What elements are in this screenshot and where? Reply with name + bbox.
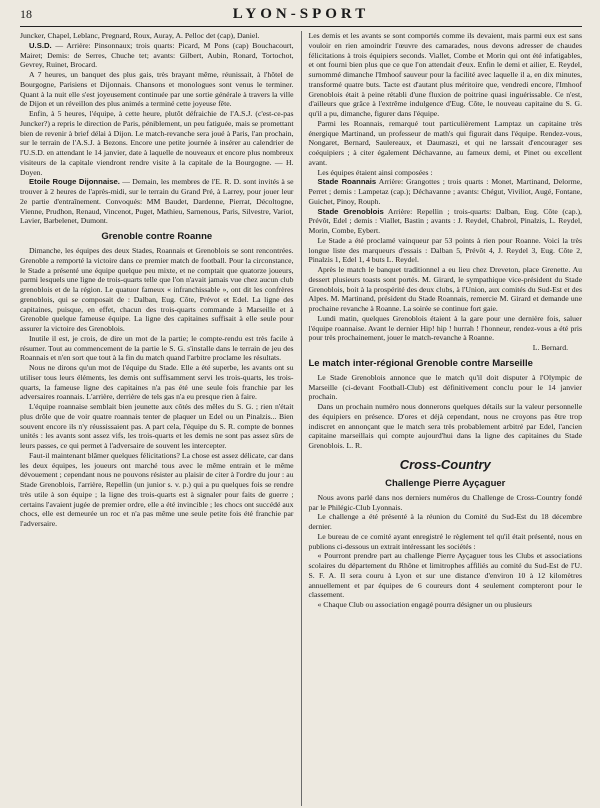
paragraph: Après le match le banquet traditionnel a eu lieu chez Dreveton, place Grenette. Au dessert plusieurs toasts sont portés. M. Girard, le sympathique vice-président du Stade Grenoblois, boit à la prospérité des deux clubs, à l'Union, aux comités du Sud-Est et des Alpes. M. Martinand, président du Stade Roannais, remercie M. Girard et demande une prochaine revanche à Roanne. La soirée se continue fort gaie. — [308, 265, 582, 313]
signature: L. R. — [346, 441, 363, 450]
paragraph: Nous ne dirons qu'un mot de l'équipe du Stade. Elle a été superbe, les avants ont su utiliser tous leurs éléments, les demis ont suffisamment servi les trois-quarts, les trois-quarts, la fameuse ligne des capitaines n'a pas été une seule fois franchie par les adversaires roannais. L'arrière, derrière de tels gas n'a eu presque rien à faire. — [20, 363, 294, 402]
signature: L. Bernard. — [532, 343, 568, 352]
paragraph: Les demis et les avants se sont comportés comme ils devaient, mais parmi eux est sans vouloir en rien amoindrir l'œuvre des camarades, nous devons adresser de chaudes félicitations à trois équipiers seconds. Viallet, Combe et Morin qui ont été infatigables, et ont fourni bien plus que ce que l'on attendait d'eux. Enfin le demi et ailier, E. Reydel, surnommé dimanche l'Imhoof sauveur pour la facilité avec laquelle il a, en dix minutes, transformé quatre buts. Tacte est d'autant plus méritoire que, vendredi encore, l'Imhoof Grenoblois était à peine rétabli d'une fluxion de poitrine quasi inguérissable. Ce n'est, d'ailleurs que grâce à l'extrême indulgence d'Eug. Côte, le nouveau capitaine du S. G. qu'il a pu, dimanche, figurer dans l'équipe. — [308, 31, 582, 118]
paragraph: Les équipes étaient ainsi composées : — [317, 167, 433, 177]
paragraph: Le bureau de ce comité ayant enregistré le règlement tel qu'il était présenté, nous en publions ci-dessous un extrait intéressant les sociétés : — [308, 531, 582, 551]
paragraph-text: — Demain, les membres de l'E. R. D. sont invités à se trouver à 2 heures de l'après-midi, sur le terrain du Grand Pré, à Larrey, pour jouer leur 2e partie d'entraînement. Convoqués: MM Baudet, Dardenne, Pierrat, Décoltogne, Vienne, Prudhon, Renaud, Vincenot, Puget, Mathieu, Sarnenous, Paris, Silvestre, Variot, Lavier, Barbelenet, Dumont. — [20, 177, 294, 226]
paragraph: Le Stade Grenoblois annonce que le match qu'il doit disputer à l'Olympic de Marseille (ci-devant Football-Club) est définitivement conclu pour le 14 janvier prochain. — [308, 372, 582, 402]
paragraph: « Chaque Club ou association engagé pourra désigner un ou plusieurs — [317, 600, 532, 609]
club-lead: U.S.D. — [29, 40, 52, 50]
team-lead: Stade Grenoblois — [317, 206, 384, 216]
paragraph: Dimanche, les équipes des deux Stades, Roannais et Grenoblois se sont rencontrées. Grenoble a remporté la victoire dans ce premier match de football. Pour la circonstance, le Stade a présenté une équipe quelque peu mixte, et ne comptait que quatorze joueurs, parmi lesquels une ligne de trois-quarts telle que l'on n'avait jamais vue chez aucun club grenoblois et de la région. Le quatuor fameux « infranchissable », ont dit les confrères grenoblois, qui se composait de : Dalban, Eug. Côte, Prévot et Edel. La ligne des capitaines, puisque, en effet, chacun des trois-quarts commande à Marseille et à Grenoble quelque fameuse équipe. La ligne des capitaines suffisait à elle seule pour assurer la victoire des Grenoblois. — [20, 246, 294, 333]
paragraph: Parmi les Roannais, remarqué tout particulièrement Lamptaz un capitaine très énergique Martinand, un professeur de math's qui figurait dans l'équipe. Rendez-vous, Nongaret, Bernard, Saulereaux, et Daumaszi, et qui ne larssait d'encourager ses coéquipiers ; à citer également Déchavanne, au fameux demi, et Pinet ou excellent avant. — [308, 118, 582, 167]
paragraph: « Pourront prendre part au challenge Pierre Ayçaguer tous les Clubs et associations scolaires du département du Rhône et limitrophes affiliés au comité du Sud-Est de l'U. S. F. A. Il sera couru à Lyon et sur une distance d'environ 10 à 12 kilomètres annuellement et par équipes de 6 coureurs dont 4 seulement compteront pour le classement. — [308, 551, 582, 600]
paragraph-text: Dans un prochain numéro nous donnerons quelques détails sur la valeur personnelle des équipiers en présence. D'ores et déjà cependant, nous ne croyons pas être trop indiscret en annonçant que le match sera très probablement arbitré par Edel, l'ancien capitaine marseillais qui compte aujourd'hui dans la ligne des capitaines du Stade Grenoblois. — [308, 402, 582, 450]
left-column — [20, 31, 301, 806]
right-column — [301, 31, 583, 806]
paragraph: Juncker, Chapel, Leblanc, Pregnard, Roux, Auray, A. Pelloc det (cap), Daniel. — [20, 31, 260, 40]
paragraph — [309, 177, 583, 206]
team-lead: Stade Roannais — [317, 177, 377, 187]
masthead — [20, 6, 582, 27]
columns — [20, 31, 582, 806]
section-heading-cross-country: Cross-Country — [399, 456, 491, 472]
paragraph: Lundi matin, quelques Grenoblois étaient à la gare pour une dernière fois, saluer l'équipe roannaise. Avant le dernier Hip! hip ! hurrah ! l'honneur, rendez-vous a été pris pour très prochainement, jouer le match-revanche à Roanne. — [308, 313, 582, 343]
paragraph — [309, 402, 583, 451]
paragraph: Le Stade a été proclamé vainqueur par 53 points à rien pour Roanne. Voici la très longue liste des marqueurs d'essais : Dalban 5, Prévôt 4, J. Reydel 3, Eug. Côte 2, Pinalzis 1, Edel 1, 4 buts L. Reydel. — [308, 235, 582, 265]
paragraph: Nous avons parlé dans nos derniers numéros du Challenge de Cross-Country fondé par le Philégic-Club Lyonnais. — [308, 492, 582, 512]
section-heading-roanne: Grenoble contre Roanne — [101, 231, 213, 242]
paragraph — [309, 207, 583, 236]
paragraph: A 7 heures, un banquet des plus gais, très brayant même, réunissait, à l'hôtel de Bourgogne, Parisiens et Dijonnais. Chansons et monologues sont venus le terminer. Quant à la nuit elle s'est joyeusement continuée par une sortie générale à travers la ville de Dijon et un réveillon des plus animés a terminé cette joyeuse fête. — [20, 70, 294, 109]
paragraph: Faut-il maintenant blâmer quelques félicitations? La chose est assez délicate, car dans les deux équipes, les joueurs ont marché tous avec le même entrain et le même dévouement ; cependant nous ne pouvons résister au plaisir de citer à l'ordre du jour : au Stade Grenoblois, l'arrière, Repellin (un junior s. v. p.) qui a pu quelques fois se rendre très utile à son équipe ; la ligne des trois-quarts est à signaler pour faits de guerre ; certains l'avaient jugée de premier ordre, elle a été invincible ; les chocs ont succédé aux chocs, elle est demeurée un roc et n'a pas même une seule petite fois été franchie par l'adversaire. — [20, 450, 294, 528]
paragraph: L'équipe roannaise semblait bien jeunette aux côtés des mêles du S. G. ; rien n'était plus drôle que de voir quatre roannais tenter de plaquer un Edel ou un Pinalzis... Bien souvent encore ils n'y réussissaient pas. A part cela, l'équipe du S. R. compte de bonnes unités : les avants sont assez vifs, les trois-quarts et les demis ne sont pas assez sûrs de leurs passes, ce qui permet à l'adversaire de souvent les intercepter. — [20, 402, 294, 450]
newspaper-title: LYON-SPORT — [232, 6, 370, 22]
paragraph-text: Arrière: Grangottes ; trois quarts : Monet, Martinand, Delorme, Perret ; demis : Lampetaz (cap.); Déchavanne ; avants: Chégut, Viviliot, Augé, Fontane, Guichet, Pinoy, Rouph. — [308, 177, 582, 206]
section-heading-marseille: Le match inter-régional Grenoble contre Marseille — [308, 357, 533, 369]
paragraph — [20, 41, 294, 70]
paragraph-text: — Arrière: Pinsonnaux; trois quarts: Picard, M Pons (cap) Bouchacourt, Mairet; Demis: de Serres, Chuche tet; avants: Gilbert, Aubin, Ronard, Tortochot, Gevrey, Ruinet, Brocard. — [20, 40, 294, 70]
paragraph: Le challenge a été présenté à la réunion du Comité du Sud-Est du 18 décembre dernier. — [308, 512, 582, 531]
paragraph — [20, 177, 294, 226]
page-number: 18 — [20, 7, 32, 21]
section-subheading-challenge: Challenge Pierre Ayçaguer — [385, 477, 506, 489]
paragraph: Inutile il est, je crois, de dire un mot de la partie; le compte-rendu est très facile à résumer. Tout au commencement de la partie le S. G. s'installe dans le terrain de jeu des Roannais et n'en sort que tout à la fin du match quand l'arbitre proclame les résultats. — [20, 333, 294, 363]
club-lead: Etoile Rouge Dijonnaise. — [29, 177, 120, 187]
paragraph-text: Arrière: Repellin ; trois-quarts: Dalban, Eug. Côte (cap.), Prévôt, Edel ; demis : Viallet, Bastin ; avants : J. Reydel, Chabrol, Pinalzis, L. Reydel, Morin, Combe, Eybert. — [308, 206, 582, 235]
paragraph: Enfin, à 5 heures, l'équipe, à cette heure, plutôt défraichie de l'A.S.J. (c'est-ce-pas Juncker?) a repris le direction de Paris, péniblement, un peu fatiguée, mais se promettant bien de revenir à brief délai à Dijon. Le match-revanche sera joué à Paris, l'an prochain, sur le terrain de l'A.S.J. à Bezons. Encore une petite journée à insérer au calendrier de l'U.S.D. en attendant le 14 janvier, date à laquelle de nouveaux et encore plus nombreux visiteurs de la capitale viendront rendre visite à la capitale de la Bourgogne. — H. Doyen. — [20, 109, 294, 177]
